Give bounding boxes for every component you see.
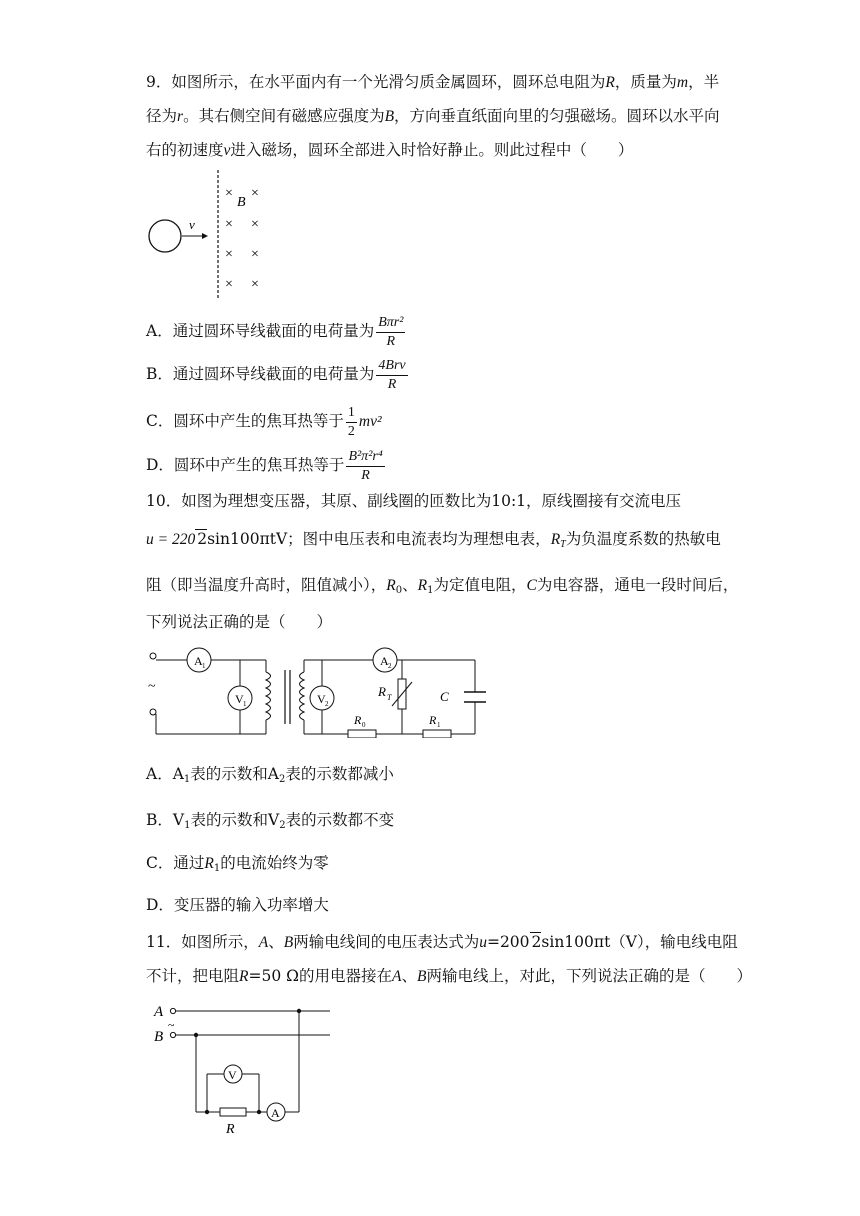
- sqrt-radicand: 2: [197, 530, 208, 548]
- q11-stem-text: =200: [486, 933, 530, 951]
- svg-text:0: 0: [362, 721, 366, 729]
- q11-stem-text: 11．如图所示，: [146, 933, 259, 951]
- q9-option-c[interactable]: [146, 403, 382, 441]
- label-R: R: [226, 1122, 235, 1137]
- option-text: D．圆环中产生的焦耳热等于: [146, 456, 345, 474]
- symbol-r: r: [177, 108, 184, 125]
- label-v: v: [189, 217, 195, 232]
- q11-stem-line2: [146, 966, 752, 987]
- option-text: B．: [146, 811, 173, 829]
- primary-coil: [266, 672, 271, 720]
- resistor-r1: [423, 730, 451, 738]
- q9-stem-line2: [146, 106, 720, 127]
- option-text: D．变压器的输入功率增大: [146, 896, 329, 914]
- option-text: 表的示数都不变: [285, 811, 395, 829]
- terminal-a: [170, 1008, 175, 1013]
- fraction: [346, 404, 357, 441]
- q10-stem-line2: [146, 529, 721, 555]
- symbol-B: B: [416, 968, 427, 985]
- cross-mark: ×: [225, 186, 233, 201]
- q10-stem-text: 为电容器，通电一段时间后，: [536, 576, 739, 594]
- svg-text:C: C: [440, 689, 449, 704]
- q9-stem-text: ，质量为: [614, 73, 677, 91]
- symbol-v: v: [223, 142, 231, 159]
- q9-figure-ring-magnetic-field: [140, 165, 280, 301]
- q11-stem-text: sin100πt（V），输电线电阻: [541, 933, 738, 951]
- resistor-r0: [348, 730, 376, 738]
- symbol-A: A: [258, 934, 269, 951]
- fraction-denominator: R: [387, 376, 397, 392]
- terminal-b: [170, 1032, 175, 1037]
- symbol-m: m: [676, 74, 689, 91]
- option-text: C．圆环中产生的焦耳热等于: [146, 412, 344, 430]
- q10-option-b[interactable]: B．$V_1$表的示数和$V_2$表的示数都不变: [146, 811, 395, 831]
- q10-stem-line4: [146, 612, 332, 632]
- subscript: T: [560, 539, 566, 550]
- q9-stem-text: 9．如图所示，在水平面内有一个光滑匀质金属圆环，圆环总电阻为: [146, 73, 606, 91]
- svg-text:V: V: [228, 1068, 237, 1082]
- separator: 、: [402, 576, 418, 594]
- label-A: A: [154, 1004, 164, 1020]
- symbol-R: R: [204, 855, 214, 872]
- q9-stem-text: ，半: [688, 73, 720, 91]
- q9-stem-text: 径为: [146, 107, 178, 125]
- option-text: 表的示数和: [190, 765, 268, 783]
- terminal: [150, 653, 156, 659]
- terminal: [150, 709, 156, 715]
- cross-mark: ×: [225, 217, 233, 232]
- svg-text:V: V: [317, 692, 326, 706]
- ac-symbol: ~: [168, 1018, 175, 1032]
- q9-option-a[interactable]: [146, 313, 407, 351]
- q11-stem-text: 两输电线间的电压表达式为: [293, 933, 480, 951]
- label-B: B: [154, 1029, 164, 1045]
- q10-stem-text: 下列说法正确的是（ ）: [146, 613, 333, 631]
- svg-text:V: V: [235, 692, 244, 706]
- symbol-B: B: [283, 934, 294, 951]
- metal-ring: [149, 220, 181, 252]
- subscript: 1: [427, 585, 434, 596]
- q9-stem-text: ，方向垂直纸面向里的匀强磁场。圆环以水平向: [394, 107, 720, 125]
- q10-stem-line1: [146, 491, 681, 511]
- cross-mark: ×: [251, 186, 259, 201]
- svg-text:A: A: [380, 654, 389, 668]
- svg-text:1: 1: [202, 662, 206, 670]
- q10-option-a[interactable]: A．$A_1$表的示数和$A_2$表的示数都减小: [146, 765, 394, 785]
- svg-text:A: A: [271, 1106, 280, 1120]
- cross-mark: ×: [225, 247, 233, 262]
- q11-figure-transmission-circuit: [148, 998, 338, 1138]
- symbol-R: R: [239, 968, 249, 985]
- option-text: 表的示数都减小: [285, 765, 394, 783]
- cross-mark: ×: [251, 247, 259, 262]
- option-text: 的电流始终为零: [220, 854, 329, 872]
- symbol-R: R: [550, 531, 561, 548]
- q10-stem-text: 为负温度系数的热敏电: [565, 530, 721, 548]
- ac-symbol: ~: [148, 679, 156, 694]
- q10-stem-text: 10．如图为理想变压器，其原、副线圈的匝数比为10:1，原线圈接有交流电压: [146, 492, 682, 510]
- symbol-B: B: [384, 108, 395, 125]
- q11-stem-text: =50 Ω的用电器接在: [248, 967, 392, 985]
- label-B: B: [237, 195, 246, 210]
- fraction: [376, 357, 407, 394]
- svg-text:1: 1: [243, 700, 247, 708]
- arrow-head-icon: [202, 233, 208, 239]
- cross-mark: ×: [251, 277, 259, 292]
- q10-option-c[interactable]: C．通过$R_1$的电流始终为零: [146, 854, 329, 874]
- fraction-denominator: R: [361, 467, 370, 483]
- meter-symbol: V: [267, 811, 280, 829]
- option-text: A．: [146, 765, 173, 783]
- symbol-C: C: [526, 577, 537, 594]
- formula-mv2: mv²: [358, 413, 382, 430]
- meter-symbol: A: [267, 765, 279, 783]
- formula-u: u = 220: [146, 531, 196, 548]
- svg-text:R: R: [429, 713, 437, 727]
- q9-stem-text: 右的初速度: [146, 141, 224, 159]
- sqrt-radicand: 2: [531, 933, 542, 951]
- symbol-R: R: [605, 74, 615, 91]
- cross-mark: ×: [251, 217, 259, 232]
- svg-text:1: 1: [437, 721, 441, 729]
- q11-stem-text: 两输电线上，对此，下列说法正确的是（ ）: [426, 967, 752, 985]
- fraction-numerator: 4Brv: [376, 357, 407, 376]
- q10-stem-text: sin100πtV；图中电压表和电流表均为理想电表，: [207, 530, 551, 548]
- cross-mark: ×: [225, 277, 233, 292]
- separator: 、: [268, 933, 284, 951]
- q10-option-d[interactable]: [146, 895, 329, 915]
- svg-text:A: A: [194, 654, 203, 668]
- option-text: C．通过: [146, 854, 205, 872]
- q11-stem-text: 不计，把电阻: [146, 967, 240, 985]
- resistor-r: [220, 1108, 246, 1116]
- q10-stem-line3: [146, 575, 738, 601]
- fraction: [376, 314, 405, 351]
- q9-stem-line1: [146, 72, 719, 93]
- q10-figure-transformer-circuit: [140, 646, 490, 738]
- symbol-R: R: [386, 577, 396, 594]
- option-text: A．通过圆环导线截面的电荷量为: [146, 322, 375, 340]
- q11-stem-line1: [146, 932, 738, 953]
- meter-symbol: V: [172, 811, 185, 829]
- fraction-numerator: B²π²r⁴: [346, 448, 384, 467]
- option-text: B．通过圆环导线截面的电荷量为: [146, 365, 375, 383]
- fraction-denominator: R: [386, 333, 396, 349]
- fraction: [346, 448, 384, 485]
- svg-text:2: 2: [388, 662, 392, 670]
- q9-stem-text: 进入磁场，圆环全部进入时恰好静止。则此过程中（ ）: [230, 141, 634, 159]
- svg-text:R: R: [378, 684, 386, 699]
- q10-stem-text: 为定值电阻，: [433, 576, 527, 594]
- q9-option-b[interactable]: [146, 356, 410, 394]
- meter-symbol: A: [172, 765, 184, 783]
- fraction-numerator: 1: [346, 404, 357, 423]
- svg-text:R: R: [354, 713, 362, 727]
- symbol-u: u: [479, 934, 487, 951]
- symbol-A: A: [391, 968, 402, 985]
- subscript: 0: [395, 585, 403, 596]
- fraction-numerator: Bπr²: [376, 314, 405, 333]
- q9-stem-text: 。其右侧空间有磁感应强度为: [183, 107, 385, 125]
- secondary-coil: [300, 672, 305, 720]
- q9-stem-line3: [146, 140, 633, 161]
- fraction-denominator: 2: [347, 423, 355, 439]
- q10-stem-text: 阻（即当温度升高时，阻值减小），: [146, 576, 387, 594]
- symbol-R: R: [417, 577, 428, 594]
- q9-option-d[interactable]: [146, 447, 387, 485]
- svg-text:2: 2: [325, 700, 329, 708]
- svg-text:T: T: [387, 693, 392, 702]
- option-text: 表的示数和: [190, 811, 268, 829]
- separator: 、: [401, 967, 417, 985]
